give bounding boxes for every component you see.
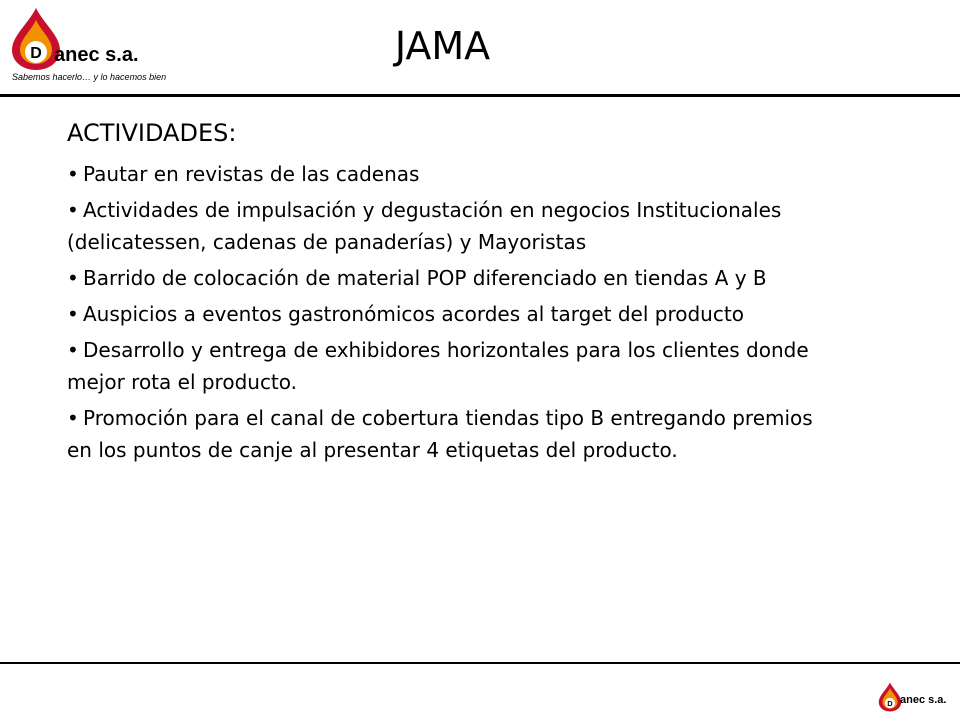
- header-divider: [0, 94, 960, 97]
- bullet-icon: •: [67, 406, 79, 430]
- list-item: [67, 194, 837, 258]
- list-item: [67, 298, 837, 330]
- bullet-icon: •: [67, 198, 79, 222]
- list-item-text: Promoción para el canal de cobertura tiendas tipo B entregando premios en los puntos de canje al presentar 4 etiquetas del producto.: [67, 406, 813, 462]
- list-item-text: Auspicios a eventos gastronómicos acordes al target del producto: [83, 302, 744, 326]
- bullet-icon: •: [67, 338, 79, 362]
- footer-logo-brand-text: anec s.a.: [900, 694, 947, 706]
- bullet-icon: •: [67, 162, 79, 186]
- list-item: [67, 334, 837, 398]
- bullet-icon: •: [67, 266, 79, 290]
- list-item: [67, 262, 837, 294]
- activities-list: [67, 158, 837, 466]
- logo-slogan: Sabemos hacerlo… y lo hacemos bien: [12, 72, 167, 82]
- footer-divider: [0, 662, 960, 664]
- list-item-text: Pautar en revistas de las cadenas: [83, 162, 420, 186]
- logo-brand-text: anec s.a.: [54, 44, 139, 66]
- list-item-text: Desarrollo y entrega de exhibidores horizontales para los clientes donde mejor rota el producto.: [67, 338, 809, 394]
- footer-logo: [876, 676, 956, 716]
- list-item-text: Barrido de colocación de material POP diferenciado en tiendas A y B: [83, 266, 767, 290]
- slide-content: [67, 118, 837, 470]
- list-item: [67, 158, 837, 190]
- section-heading: ACTIVIDADES:: [67, 119, 237, 147]
- svg-text:D: D: [887, 698, 893, 708]
- bullet-icon: •: [67, 302, 79, 326]
- svg-text:D: D: [30, 45, 42, 62]
- list-item: [67, 402, 837, 466]
- list-item-text: Actividades de impulsación y degustación en negocios Institucionales (delicatessen, cadenas de panaderías) y Mayoristas: [67, 198, 782, 254]
- page-title: JAMA: [394, 24, 491, 68]
